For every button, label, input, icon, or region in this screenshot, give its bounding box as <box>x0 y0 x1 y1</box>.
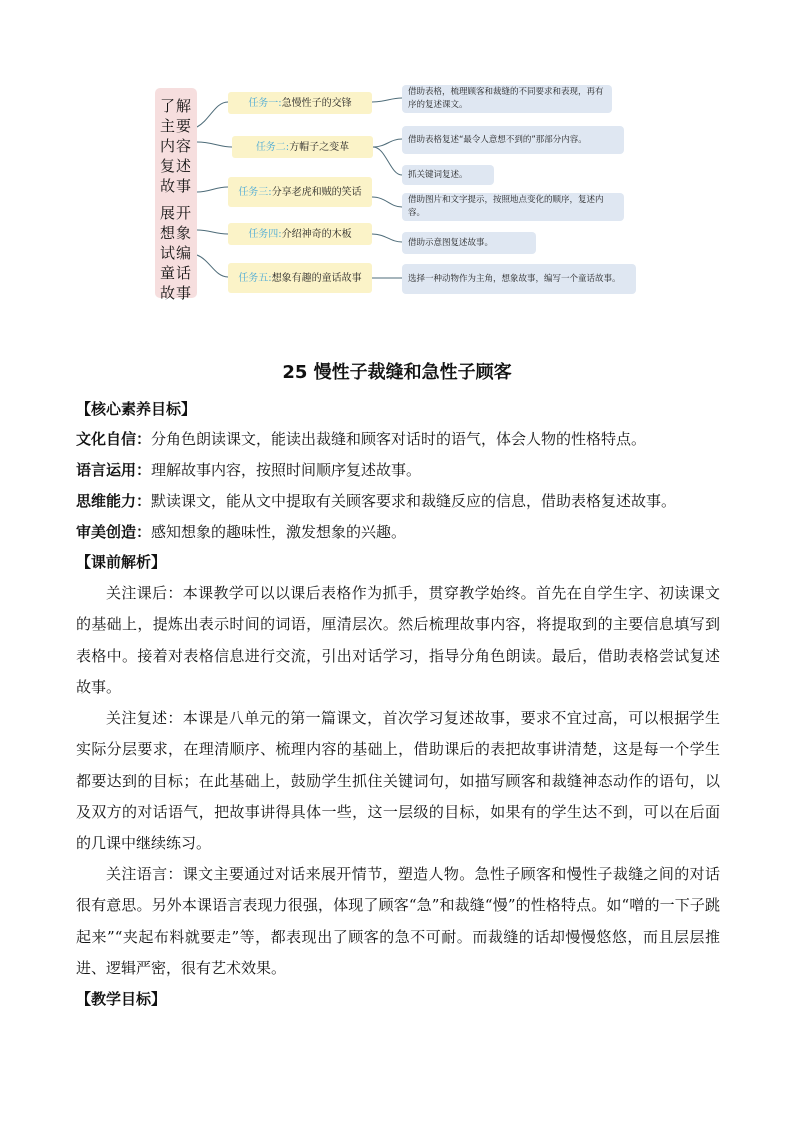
root-char: 话 <box>176 264 193 282</box>
goal-item <box>76 458 726 482</box>
root-part-imagine <box>155 203 197 303</box>
root-char: 主 <box>160 117 177 135</box>
root-char: 复 <box>160 157 177 175</box>
goal-label: 文化自信： <box>76 430 152 448</box>
goal-text: 理解故事内容，按照时间顺序复述故事。 <box>151 461 422 479</box>
paragraph-language: 关注语言：课文主要通过对话来展开情节，塑造人物。急性子顾客和慢性子裁缝之间的对话很有意思。另外本课语言表现力很强，体现了顾客“急”和裁缝“慢”的性格特点。如“噌的一下子跳起来”“夹起布料就要走”等，都表现出了顾客的急不可耐。而裁缝的话却慢慢悠悠，而且层层推进、逻辑严密，很有艺术效果。 <box>76 865 720 977</box>
root-char: 事 <box>176 284 193 302</box>
root-char: 故 <box>160 177 177 195</box>
root-char: 解 <box>176 97 193 115</box>
task-5 <box>228 263 372 293</box>
paragraph-retelling: 关注复述：本课是八单元的第一篇课文，首次学习复述故事，要求不宜过高，可以根据学生实际分层要求，在理清顺序、梳理内容的基础上，借助课后的表把故事讲清楚，这是每一个学生都要达到的目标；在此基础上，鼓励学生抓住关键词句，如描写顾客和裁缝神态动作的语句，以及双方的对话语气，把故事讲得具体一些，这一层级的目标，如果有的学生达不到，可以在后面的几课中继续练习。 <box>76 709 720 853</box>
paragraph-after-class: 关注课后：本课教学可以以课后表格作为抓手，贯穿教学始终。首先在自学生字、初读课文的基础上，提炼出表示时间的词语，厘清层次。然后梳理故事内容，将提取到的主要信息填写到表格中。接着对表格信息进行交流，引出对话学习，指导分角色朗读。最后，借助表格尝试复述故事。 <box>76 584 720 696</box>
goal-label: 思维能力： <box>76 492 152 510</box>
task-text: 分享老虎和贼的笑话 <box>271 186 362 198</box>
note-4: 借助图片和文字提示，按照地点变化的顺序，复述内容。 <box>402 193 624 221</box>
goal-text: 默读课文，能从文中提取有关顾客要求和裁缝反应的信息，借助表格复述故事。 <box>151 492 677 510</box>
task-text: 方帽子之变革 <box>289 141 350 153</box>
root-char: 编 <box>176 244 193 262</box>
task-label: 任务五: <box>238 272 272 284</box>
root-char: 述 <box>176 157 193 175</box>
task-label: 任务三: <box>238 186 272 198</box>
root-char: 童 <box>160 264 177 282</box>
task-label: 任务一: <box>248 97 282 109</box>
root-char: 试 <box>160 244 177 262</box>
root-char: 了 <box>160 97 177 115</box>
mind-map <box>150 80 650 305</box>
note-6: 选择一种动物作为主角，想象故事，编写一个童话故事。 <box>402 264 636 294</box>
root-char: 想 <box>160 224 177 242</box>
task-text: 急慢性子的交锋 <box>281 97 352 109</box>
section-teaching-goals: 【教学目标】 <box>76 990 167 1008</box>
goal-item <box>76 489 726 513</box>
root-char: 展 <box>160 204 177 222</box>
root-char: 要 <box>176 117 193 135</box>
root-char: 开 <box>176 204 193 222</box>
task-label: 任务四: <box>248 228 282 240</box>
task-2 <box>232 136 373 158</box>
goal-label: 语言运用： <box>76 461 152 479</box>
root-char: 事 <box>176 177 193 195</box>
task-1 <box>228 92 372 114</box>
root-char: 象 <box>176 224 193 242</box>
root-char: 内 <box>160 137 177 155</box>
note-1: 借助表格，梳理顾客和裁缝的不同要求和表现，再有序的复述课文。 <box>402 85 612 113</box>
goal-text: 分角色朗读课文，能读出裁缝和顾客对话时的语气，体会人物的性格特点。 <box>151 430 647 448</box>
note-3: 抓关键词复述。 <box>402 165 494 185</box>
section-pre-class-analysis: 【课前解析】 <box>76 553 167 571</box>
section-core-goals: 【核心素养目标】 <box>76 400 197 418</box>
root-char: 容 <box>176 137 193 155</box>
note-2: 借助表格复述“最令人意想不到的”那部分内容。 <box>402 126 624 154</box>
task-3 <box>228 177 372 207</box>
root-part-understand <box>155 96 197 196</box>
goal-item <box>76 427 726 451</box>
task-text: 介绍神奇的木板 <box>281 228 352 240</box>
mind-map-root <box>155 88 197 302</box>
task-4 <box>228 223 372 245</box>
goal-text: 感知想象的趣味性，激发想象的兴趣。 <box>151 523 407 541</box>
goal-label: 审美创造： <box>76 523 152 541</box>
task-label: 任务二: <box>255 141 290 153</box>
note-5: 借助示意图复述故事。 <box>402 232 536 254</box>
goal-item <box>76 520 726 544</box>
task-text: 想象有趣的童话故事 <box>271 272 362 284</box>
lesson-title: 25 慢性子裁缝和急性子顾客 <box>282 362 512 383</box>
root-char: 故 <box>160 284 177 302</box>
